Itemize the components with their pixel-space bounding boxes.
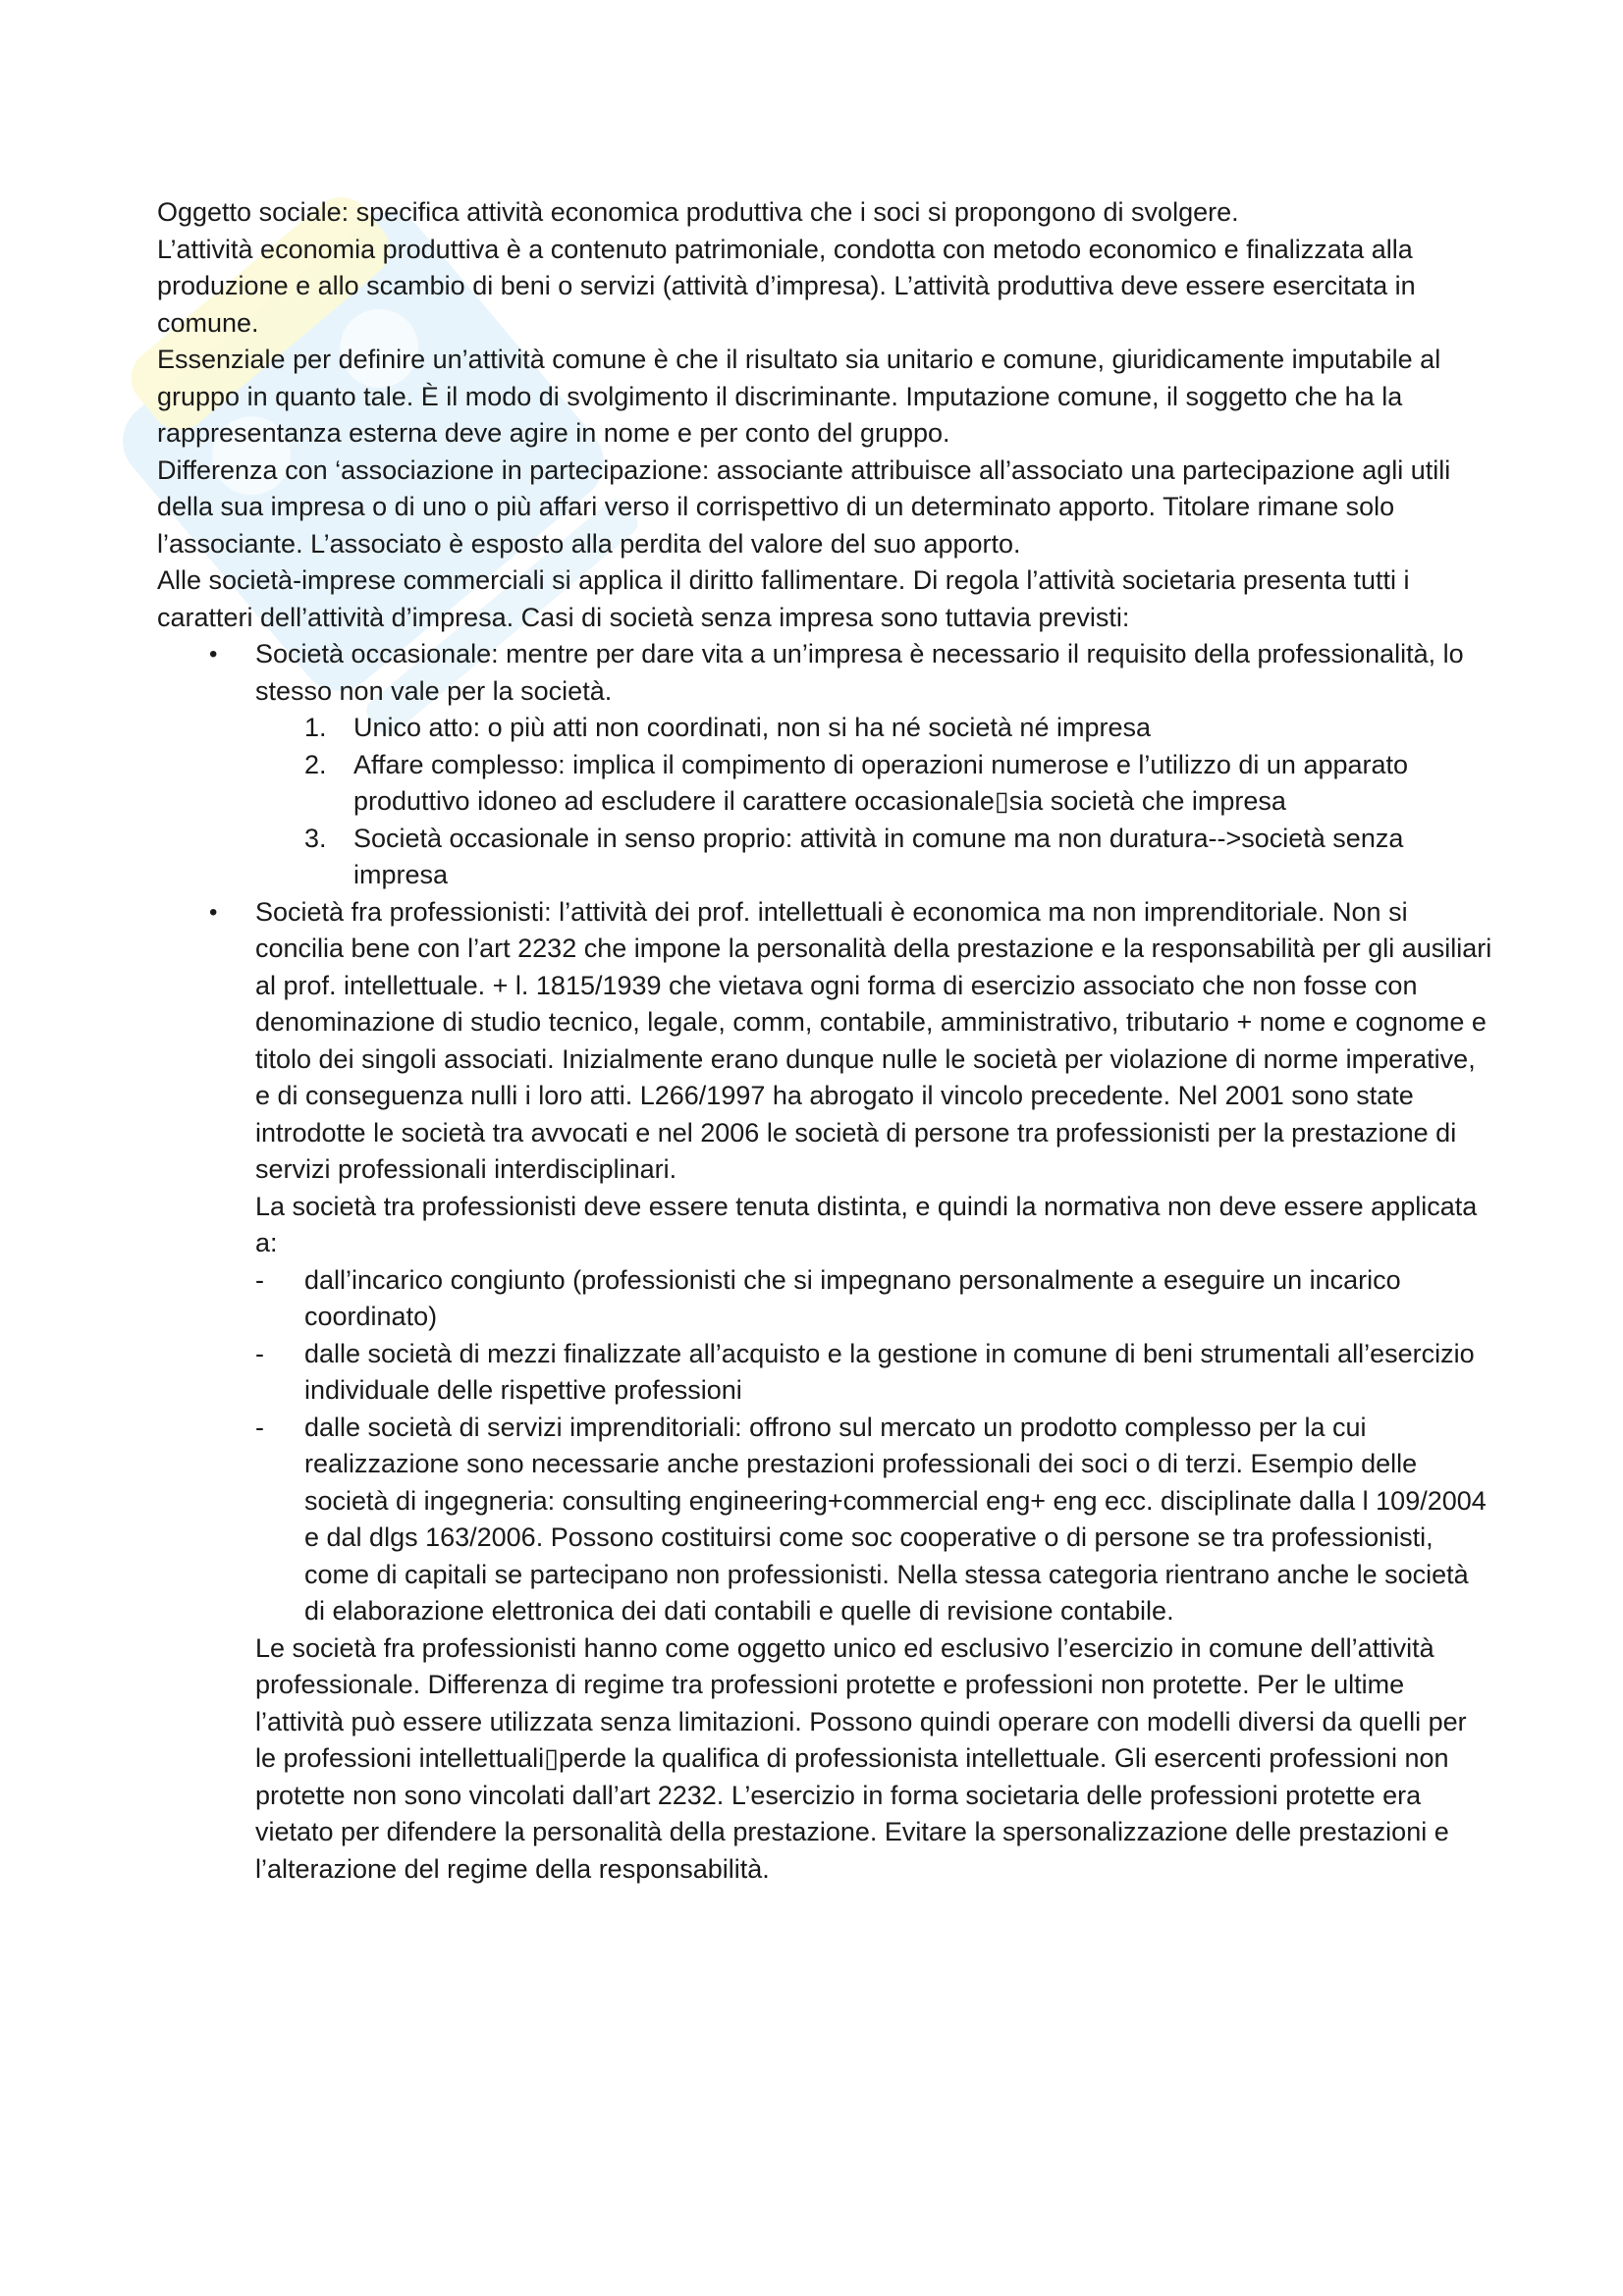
document-page bbox=[157, 194, 1492, 1888]
dash-marker: - bbox=[255, 1264, 264, 1295]
numbered-item bbox=[255, 710, 1492, 747]
dash-item bbox=[255, 1262, 1492, 1336]
item-number: 1. bbox=[304, 713, 327, 742]
paragraph-diritto-fallimentare: Alle società-imprese commerciali si applica il diritto fallimentare. Di regola l’attività societaria presenta tutti i caratteri dell’attività d’impresa. Casi di società senza impresa sono tuttavia previsti: bbox=[157, 565, 1410, 632]
dash-item bbox=[255, 1410, 1492, 1630]
item-text: Unico atto: o più atti non coordinati, non si ha né società né impresa bbox=[353, 713, 1151, 742]
paragraph-oggetto-sociale: Oggetto sociale: specifica attività economica produttiva che i soci si propongono di svolgere. bbox=[157, 197, 1239, 227]
paragraph-attivita-comune: Essenziale per definire un’attività comune è che il risultato sia unitario e comune, giuridicamente imputabile al gruppo in quanto tale. È il modo di svolgimento il discriminante. Imputazione comune, il soggetto che ha la rappresentanza esterna deve agire in nome e per conto del gruppo. bbox=[157, 345, 1441, 448]
bullet-item-societa-professionisti bbox=[157, 894, 1492, 1889]
item-text: Affare complesso: implica il compimento di operazioni numerose e l’utilizzo di un apparato produttivo idoneo ad escludere il carattere occasionale▯sia società che impresa bbox=[353, 749, 1409, 816]
paragraph-associazione-partecipazione: Differenza con ‘associazione in partecipazione: associante attribuisce all’associato una partecipazione agli utili della sua impresa o di uno o più affari verso il corrispettivo di un determinato apporto. Titolare rimane solo l’associante. L’associato è esposto alla perdita del valore del suo apporto. bbox=[157, 454, 1451, 559]
bullet-item-societa-occasionale bbox=[157, 636, 1492, 894]
item-number: 3. bbox=[304, 823, 327, 853]
dash-list bbox=[255, 1262, 1492, 1630]
item-number: 2. bbox=[304, 749, 327, 779]
dash-text: dalle società di servizi imprenditoriali: offrono sul mercato un prodotto complesso per la cui realizzazione sono necessarie anche prestazioni professionali dei soci o di terzi. Esempio delle società di ingegneria: consulting engineering+commercial eng+ eng ecc. disciplinate dalla l 109/2004 e dal dlgs 163/2006. Possono costituirsi come soc cooperative o di persone se tra professionisti, come di capitali se partecipano non professionisti. Nella stessa categoria rientrano anche le società di elaborazione elettronica dei dati contabili e quelle di revisione contabile. bbox=[304, 1412, 1487, 1626]
bullet-paragraph: Le società fra professionisti hanno come oggetto unico ed esclusivo l’esercizio in comune dell’attività professionale. Differenza di regime tra professioni protette e professioni non protette. Per le ultime l’attività può essere utilizzata senza limitazioni. Possono quindi operare con modelli diversi da quelli per le professioni intellettuali▯perde la qualifica di professionista intellettuale. Gli esercenti professioni non protette non sono vincolati dall’art 2232. L’esercizio in forma societaria delle professioni protette era vietato per difendere la personalità della prestazione. Evitare la spersonalizzazione delle prestazioni e l’alterazione del regime della responsabilità. bbox=[255, 1632, 1467, 1884]
numbered-item bbox=[255, 747, 1492, 821]
dash-marker: - bbox=[255, 1412, 264, 1442]
numbered-list bbox=[255, 710, 1492, 894]
paragraph-attivita-economica: L’attività economia produttiva è a contenuto patrimoniale, condotta con metodo economico e finalizzata alla produzione e allo scambio di beni o servizi (attività d’impresa). L’attività produttiva deve essere esercitata in comune. bbox=[157, 234, 1416, 338]
bullet-marker: • bbox=[209, 898, 218, 926]
bullet-paragraph: La società tra professionisti deve essere tenuta distinta, e quindi la normativa non deve essere applicata a: bbox=[255, 1191, 1478, 1257]
bullet-marker: • bbox=[209, 641, 218, 667]
dash-text: dall’incarico congiunto (professionisti che si impegnano personalmente a eseguire un incarico coordinato) bbox=[304, 1264, 1401, 1331]
bullet-list bbox=[157, 636, 1492, 1888]
item-text: Società occasionale in senso proprio: attività in comune ma non duratura-->società senza impresa bbox=[353, 823, 1404, 889]
dash-item bbox=[255, 1336, 1492, 1410]
bullet-text: Società fra professionisti: l’attività dei prof. intellettuali è economica ma non imprenditoriale. Non si concilia bene con l’art 2232 che impone la personalità della prestazione e la responsabilità per gli ausiliari al prof. intellettuale. + l. 1815/1939 che vietava ogni forma di esercizio associato che non fosse con denominazione di studio tecnico, legale, comm, contabile, amministrativo, tributario + nome e cognome e titolo dei singoli associati. Inizialmente erano dunque nulle le società per violazione di norme imperative, e di conseguenza nulli i loro atti. L266/1997 ha abrogato il vincolo precedente. Nel 2001 sono state introdotte le società tra avvocati e nel 2006 le società di persone tra professionisti per la prestazione di servizi professionali interdisciplinari. bbox=[255, 896, 1492, 1184]
numbered-item bbox=[255, 821, 1492, 894]
bullet-text: Società occasionale: mentre per dare vita a un’impresa è necessario il requisito della professionalità, lo stesso non vale per la società. bbox=[255, 639, 1464, 706]
dash-text: dalle società di mezzi finalizzate all’acquisto e la gestione in comune di beni strumentali all’esercizio individuale delle rispettive professioni bbox=[304, 1338, 1475, 1405]
dash-marker: - bbox=[255, 1338, 264, 1368]
